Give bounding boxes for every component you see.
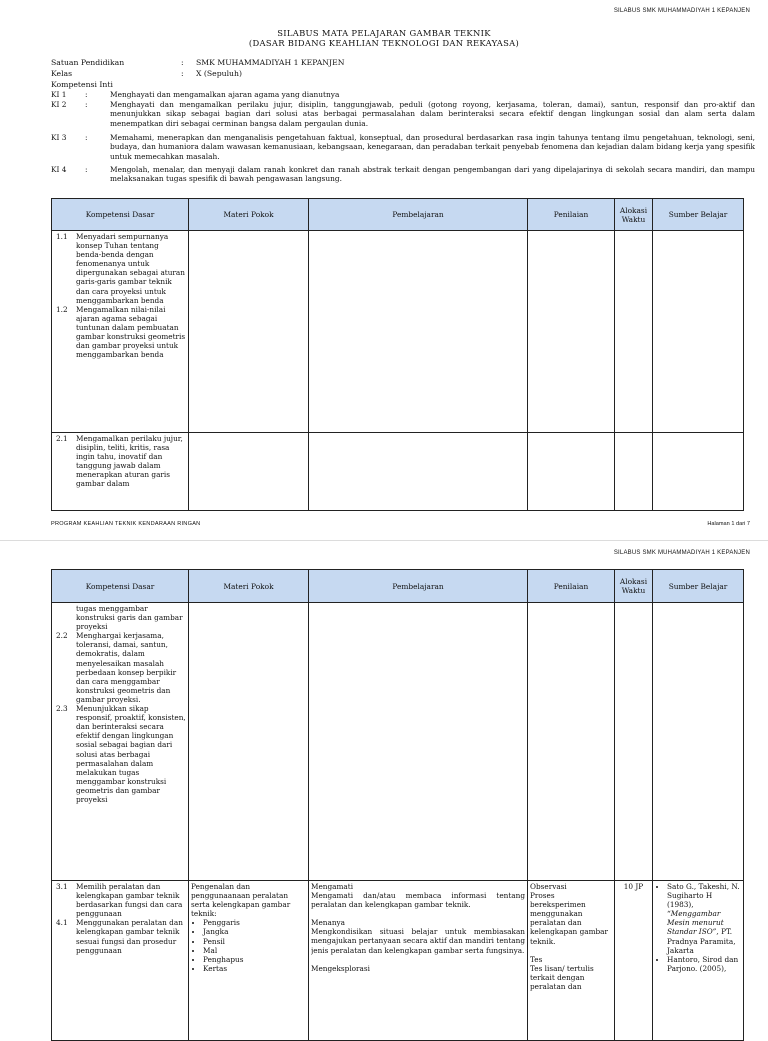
kd-text: Menghargai kerjasama, toleransi, damai, santun, demokratis, dalam menyelesaikan masalah perbedaan konsep berpikir dan cara menggambar konstruksi geometris dan gambar proyeksi. — [76, 631, 177, 704]
kd-item — [54, 305, 186, 360]
kd-text: Memilih peralatan dan kelengkapan gambar teknik berdasarkan fungsi dan cara penggunaan — [76, 882, 183, 919]
alokasi-cell — [615, 433, 653, 511]
ki-text: Menghayati dan mengamalkan perilaku jujur, disiplin, tanggungjawab, peduli (gotong royong, kerjasama, toleran, damai), santun, responsif dan pro-aktif dan menunjukkan sikap sebagai bagian dari solusi atas berbagai permasalahan dalam berinteraksi secara efektif dengan lingkungan sosial dan alam serta dalam menempatkan diri sebagai cerminan bangsa dalam pergaulan dunia. — [110, 100, 755, 128]
ki-code: KI 4 — [51, 165, 67, 174]
section-text: Mengkondisikan situasi belajar untuk membiasakan mengajukan pertanyaan secara aktif dan mandiri tentang jenis peralatan dan kelengkapan gambar serta fungsinya. — [311, 927, 525, 955]
kd-number: 3.1 — [56, 882, 68, 891]
kd-item-continued — [54, 604, 186, 631]
kd-number: 1.2 — [56, 304, 68, 314]
school-value: SMK MUHAMMADIYAH 1 KEPANJEN — [196, 58, 345, 67]
table-header-row — [52, 570, 744, 603]
school-label: Satuan Pendidikan — [51, 58, 125, 67]
running-header: SILABUS SMK MUHAMMADIYAH 1 KEPANJEN — [613, 550, 750, 556]
sumber-cell — [653, 603, 744, 881]
col-kompetensi-dasar: Kompetensi Dasar — [52, 199, 189, 231]
materi-intro: Pengenalan dan penggunaanaan peralatan serta kelengkapan gambar teknik: — [191, 882, 291, 919]
penilaian-cell — [528, 881, 615, 1041]
assessment-text: Proses bereksperimen menggunakan peralatan dan kelengkapan gambar teknik. — [530, 891, 609, 946]
pembelajaran-cell — [309, 231, 528, 433]
penilaian-cell — [528, 231, 615, 433]
col-materi-pokok: Materi Pokok — [189, 570, 309, 603]
col-penilaian: Penilaian — [528, 199, 615, 231]
kd-text: Menggunakan peralatan dan kelengkapan gambar teknik sesuai fungsi dan prosedur penggunaan — [76, 918, 183, 955]
col-sumber-belajar: Sumber Belajar — [653, 570, 744, 603]
table-row — [52, 881, 744, 1041]
kd-item — [54, 918, 186, 954]
list-item: • Hantoro, Sirod dan Parjono. (2005), — [667, 955, 741, 973]
assessment-text: Tes lisan/ tertulis terkait dengan peralatan dan — [530, 963, 594, 991]
list-item: • Mal — [203, 946, 306, 955]
reference-publisher: PT. Pradnya Paramita, Jakarta — [667, 927, 736, 955]
sumber-cell — [653, 231, 744, 433]
table-row — [52, 231, 744, 433]
syllabus-table — [51, 198, 744, 511]
kd-cell — [52, 881, 189, 1041]
ki-item — [51, 133, 755, 163]
col-alokasi-waktu: Alokasi Waktu — [615, 199, 653, 231]
colon: : — [85, 133, 88, 142]
kd-item — [54, 631, 186, 704]
list-item: • Jangka — [203, 927, 306, 936]
kd-text: Mengamalkan perilaku jujur, disiplin, teliti, kritis, rasa ingin tahu, inovatif dan tanggung jawab dalam menerapkan aturan garis gambar dalam — [76, 434, 183, 489]
kd-item — [54, 882, 186, 918]
ki-text: Mengolah, menalar, dan menyaji dalam ranah konkret dan ranah abstrak terkait dengan pengembangan dari yang dipelajarinya di sekolah secara mandiri, dan mampu melaksanakan tugas spesifik di bawah pengawasan langsung. — [110, 165, 755, 184]
kd-item — [54, 434, 186, 508]
footer-program: PROGRAM KEAHLIAN TEKNIK KENDARAAN RINGAN — [51, 521, 201, 527]
col-kompetensi-dasar: Kompetensi Dasar — [52, 570, 189, 603]
reference-title: “Menggambar Mesin menurut Standar ISO”, — [667, 909, 724, 937]
reference-list — [655, 882, 741, 973]
kd-item — [54, 704, 186, 804]
kd-text: Menyadari sempurnanya konsep Tuhan tentang benda-benda dengan fenomenanya untuk dipergunakan sebagai aturan garis-garis gambar teknik dan cara proyeksi untuk menggambarkan benda — [76, 232, 185, 305]
pembelajaran-cell — [309, 433, 528, 511]
ki-text: Memahami, menerapkan dan menganalisis pengetahuan faktual, konseptual, dan prosedural berdasarkan rasa ingin tahunya tentang ilmu pengetahuan, teknologi, seni, budaya, dan humaniora dalam wawasan kemanusiaan, kebangsaan, kenegaraan, dan peradaban terkait penyebab fenomena dan kejadian dalam bidang kerja yang spesifik untuk memecahkan masalah. — [110, 133, 755, 161]
ki-code: KI 2 — [51, 100, 67, 109]
table-row — [52, 603, 744, 881]
sumber-cell — [653, 433, 744, 511]
assessment-heading: Observasi — [530, 882, 567, 891]
ki-item — [51, 165, 755, 185]
materi-cell — [189, 231, 309, 433]
document-title — [0, 28, 768, 48]
section-heading-menanya: Menanya — [311, 918, 346, 928]
kd-number: 4.1 — [56, 918, 68, 928]
title-line-1: SILABUS MATA PELAJARAN GAMBAR TEKNIK — [277, 28, 491, 38]
col-sumber-belajar: Sumber Belajar — [653, 199, 744, 231]
penilaian-cell — [528, 603, 615, 881]
pembelajaran-cell — [309, 881, 528, 1041]
kd-number: 2.2 — [56, 631, 68, 641]
kd-text: Menunjukkan sikap responsif, proaktif, konsisten, dan berinteraksi secara efektif dengan lingkungan sosial sebagai bagian dari solusi atas berbagai permasalahan dalam melakukan tugas menggambar konstruksi geometris dan gambar proyeksi — [76, 704, 186, 804]
kd-item — [54, 232, 186, 305]
list-item — [667, 882, 741, 955]
syllabus-table — [51, 569, 744, 1041]
kd-number: 1.1 — [56, 232, 68, 241]
table-header-row — [52, 199, 744, 231]
col-penilaian: Penilaian — [528, 570, 615, 603]
ki-code: KI 3 — [51, 133, 67, 142]
title-line-2: (DASAR BIDANG KEAHLIAN TEKNOLOGI DAN REKAYASA) — [248, 38, 520, 48]
colon: : — [85, 165, 88, 174]
class-value: X (Sepuluh) — [196, 69, 242, 78]
alokasi-cell — [615, 231, 653, 433]
col-pembelajaran: Pembelajaran — [309, 199, 528, 231]
col-materi-pokok: Materi Pokok — [189, 199, 309, 231]
kd-number: 2.1 — [56, 434, 68, 443]
list-item: • Penghapus — [203, 955, 306, 964]
materi-cell — [189, 881, 309, 1041]
pembelajaran-cell — [309, 603, 528, 881]
ki-item — [51, 100, 755, 130]
kd-text: tugas menggambar konstruksi garis dan gambar proyeksi — [76, 604, 183, 632]
ki-code: KI 1 — [51, 90, 67, 99]
footer-page-number: Halaman 1 dari 7 — [707, 521, 750, 527]
kd-cell — [52, 231, 189, 433]
assessment-heading: Tes — [530, 954, 543, 964]
kd-number: 2.3 — [56, 704, 68, 714]
list-item: • Kertas — [203, 964, 306, 973]
colon: : — [85, 100, 88, 109]
running-header: SILABUS SMK MUHAMMADIYAH 1 KEPANJEN — [613, 8, 750, 14]
sumber-cell — [653, 881, 744, 1041]
kd-cell — [52, 433, 189, 511]
section-text: Mengamati dan/atau membaca informasi tentang peralatan dan kelengkapan gambar teknik. — [311, 891, 525, 910]
materi-cell — [189, 603, 309, 881]
alokasi-cell — [615, 603, 653, 881]
materi-cell — [189, 433, 309, 511]
ki-item — [51, 90, 755, 100]
table-row — [52, 433, 744, 511]
class-label: Kelas — [51, 69, 73, 78]
colon: : — [181, 58, 184, 67]
colon: : — [85, 90, 88, 99]
ki-heading-text: Kompetensi Inti — [51, 80, 113, 89]
materi-list — [191, 918, 306, 973]
kd-text: Mengamalkan nilai-nilai ajaran agama sebagai tuntunan dalam pembuatan gambar konstruksi geometris dan gambar proyeksi untuk menggambarkan benda — [76, 304, 186, 360]
section-heading-mengamati: Mengamati — [311, 882, 354, 891]
section-heading-mengeksplorasi: Mengeksplorasi — [311, 963, 370, 973]
colon: : — [181, 69, 184, 78]
col-alokasi-waktu: Alokasi Waktu — [615, 570, 653, 603]
alokasi-cell — [615, 881, 653, 1041]
col-pembelajaran: Pembelajaran — [309, 570, 528, 603]
reference-author: Sato G., Takeshi, N. Sugiharto H (1983), — [667, 882, 740, 910]
list-item: • Penggaris — [203, 918, 306, 927]
list-item: • Pensil — [203, 937, 306, 946]
time-allocation: 10 JP — [623, 882, 644, 891]
penilaian-cell — [528, 433, 615, 511]
kd-cell — [52, 603, 189, 881]
document-page-2 — [0, 540, 768, 1025]
ki-text: Menghayati dan mengamalkan ajaran agama yang dianutnya — [110, 90, 340, 99]
